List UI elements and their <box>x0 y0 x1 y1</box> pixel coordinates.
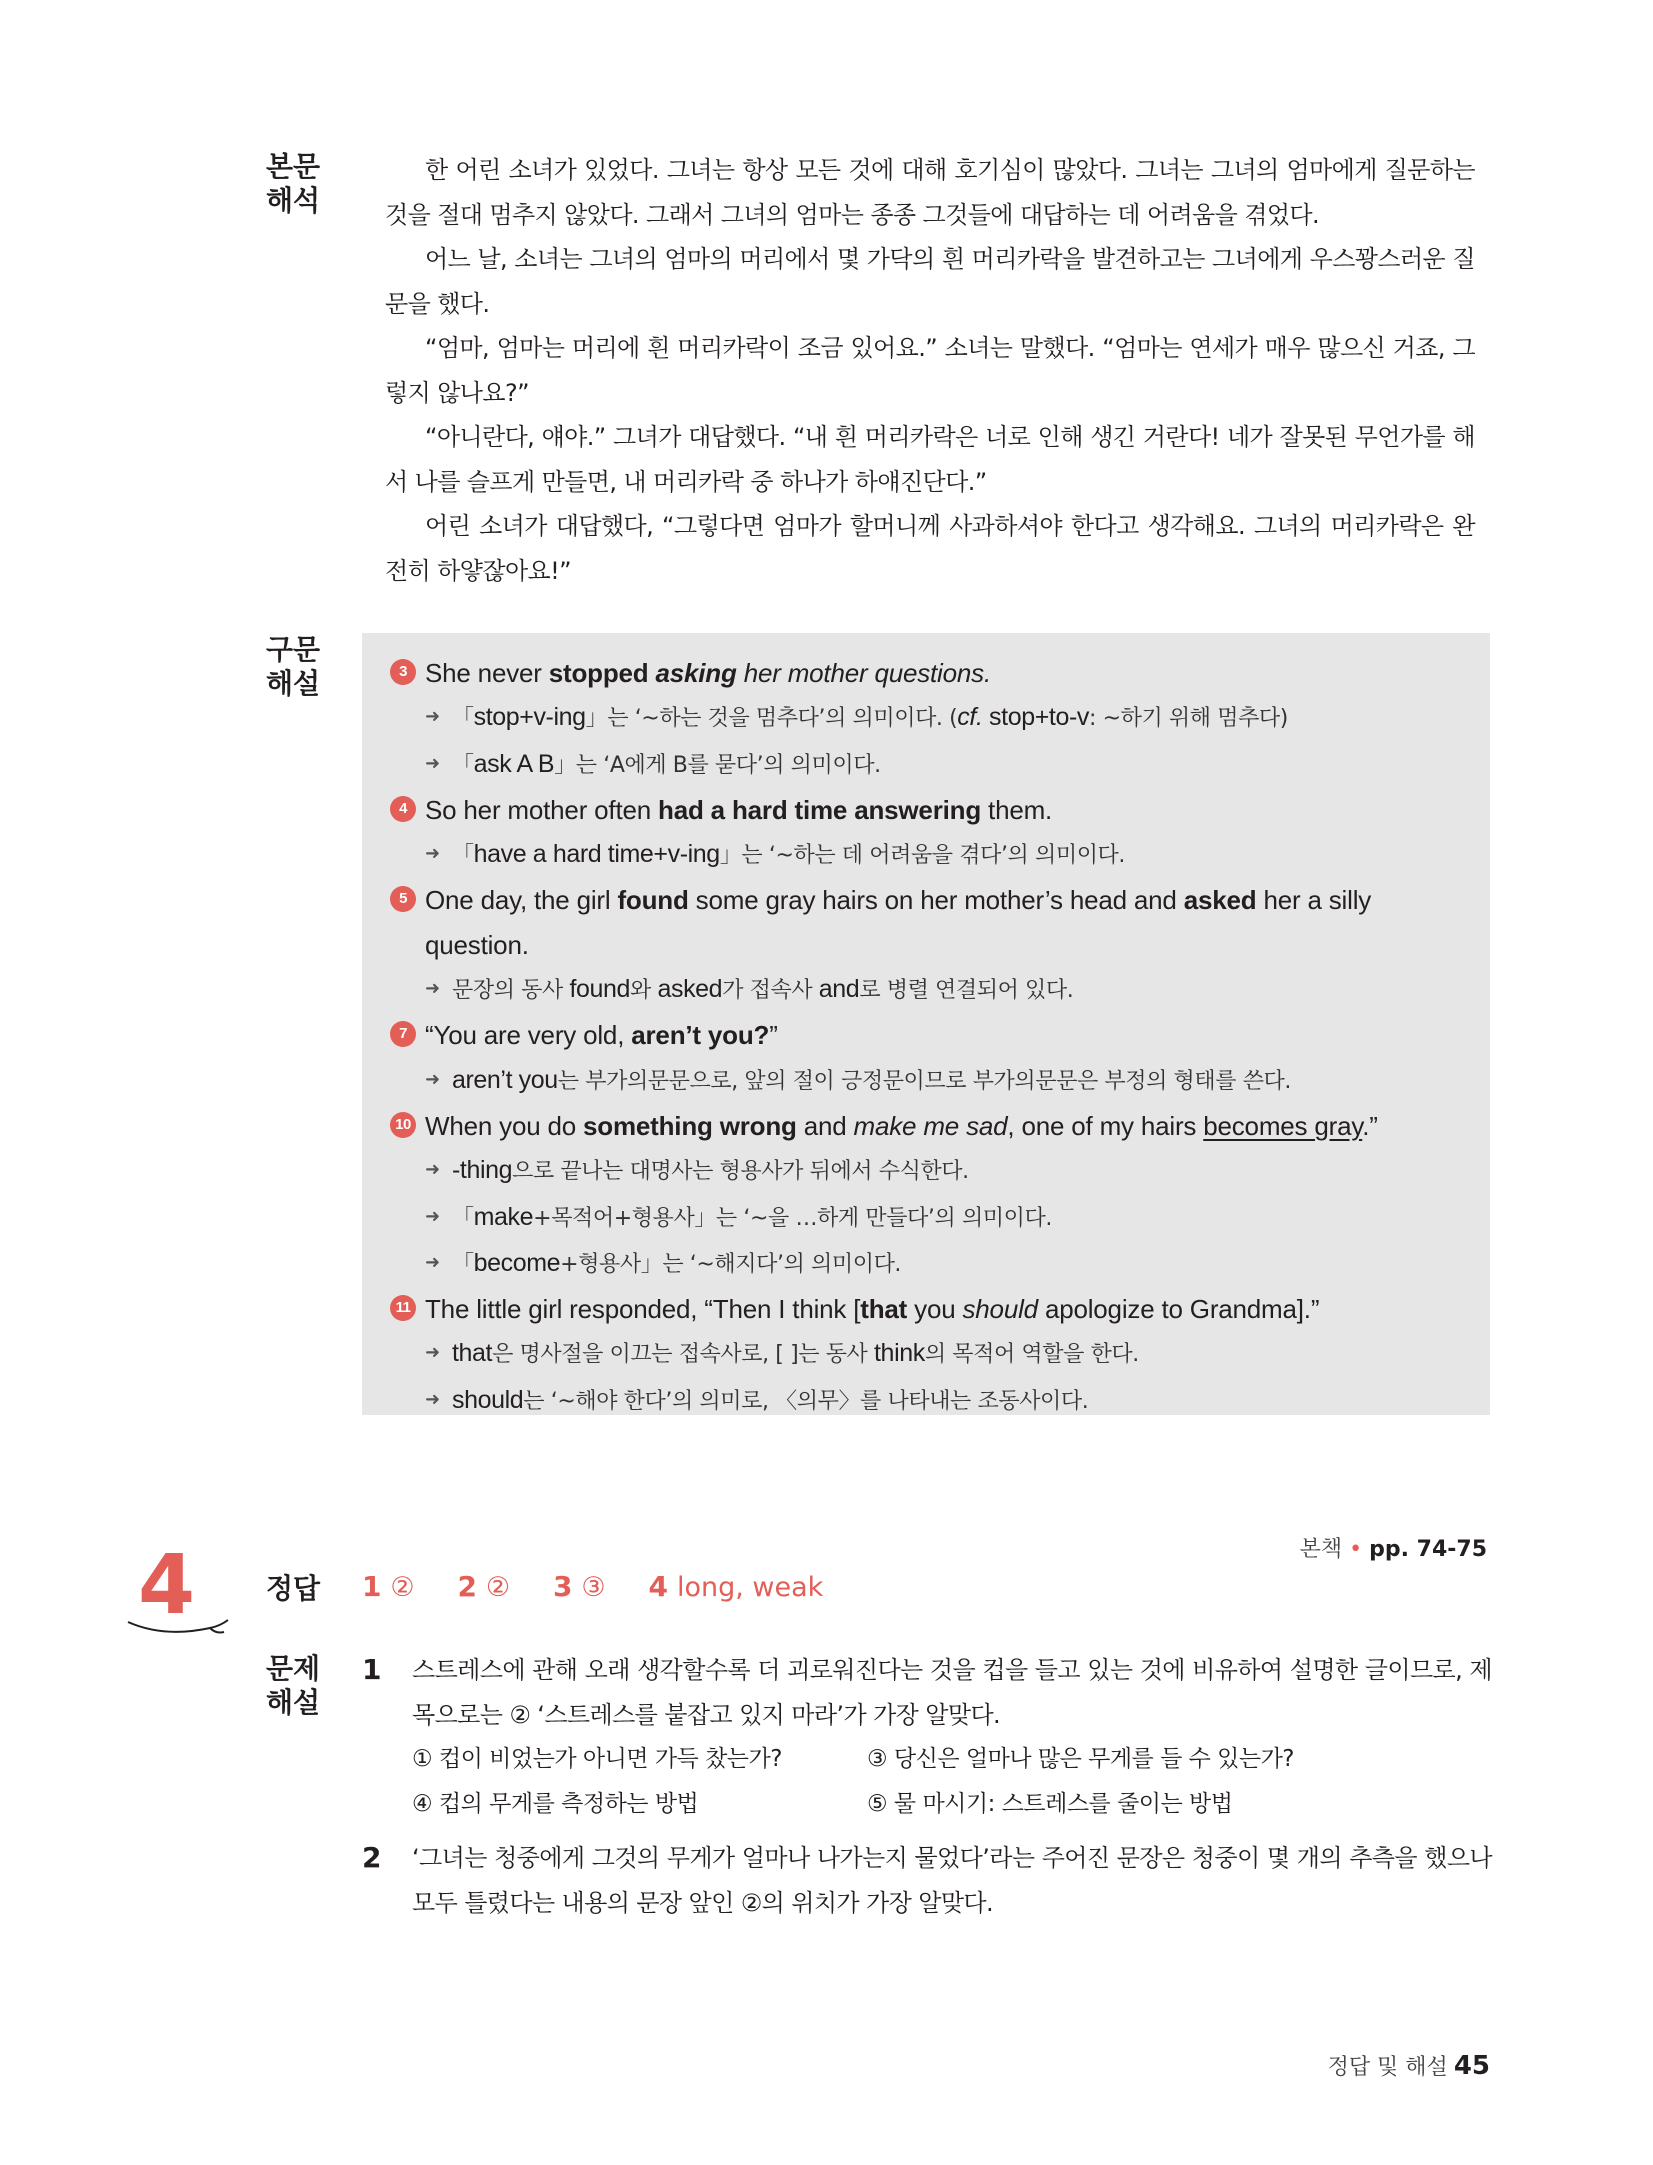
option-item: ⑤ 물 마시기: 스트레스를 줄이는 방법 <box>867 1790 1233 1817</box>
answer-list <box>362 1570 857 1603</box>
question-number: 1 <box>362 1653 382 1686</box>
grammar-sentence-3: 3 She never stopped asking her mother questions. <box>390 651 1425 695</box>
bullet-dot: • <box>1349 1537 1363 1562</box>
explanation-text: 스트레스에 관해 오래 생각할수록 더 괴로워진다는 것을 컵을 들고 있는 것에 비유하여 설명한 글이므로, 제목으로는 ② ‘스트레스를 붙잡고 있지 마라’가 가장 알맞다. <box>412 1656 1492 1729</box>
grammar-note: ➜ that은 명사절을 이끄는 접속사로, [ ]는 동사 think의 목적어 역할을 한다. <box>390 1331 1490 1377</box>
explanation-text: ‘그녀는 청중에게 그것의 무게가 얼마나 나가는지 물었다’라는 주어진 문장은 청중이 몇 개의 추측을 했으나 모두 틀렸다는 내용의 문장 앞인 ②의 위치가 가장 알맞다. <box>412 1844 1492 1917</box>
grammar-note: ➜ should는 ‘~해야 한다’의 의미로, 〈의무〉를 나타내는 조동사이다. <box>390 1378 1490 1424</box>
answer-item: 3 ③ <box>553 1570 606 1603</box>
translation-paragraph: 한 어린 소녀가 있었다. 그녀는 항상 모든 것에 대해 호기심이 많았다. 그녀는 그녀의 엄마에게 질문하는 것을 절대 멈추지 않았다. 그래서 그녀의 엄마는 종종 그것들에 대답하는 데 어려움을 겪었다. <box>385 156 1475 229</box>
grammar-label: 구문 해설 <box>266 633 321 700</box>
page-number: 45 <box>1453 2051 1490 2081</box>
grammar-note: ➜ 「have a hard time+v-ing」는 ‘~하는 데 어려움을 겪다’의 의미이다. <box>390 832 1490 878</box>
translation-paragraph: “아니란다, 얘야.” 그녀가 대답했다. “내 흰 머리카락은 너로 인해 생긴 거란다! 네가 잘못된 무언가를 해서 나를 슬프게 만들면, 내 머리카락 중 하나가 하얘진단다.” <box>385 423 1475 496</box>
arrow-icon: ➜ <box>425 978 440 1000</box>
translation-body <box>385 148 1475 593</box>
translation-paragraph: “엄마, 엄마는 머리에 흰 머리카락이 조금 있어요.” 소녀는 말했다. “엄마는 연세가 매우 많으신 거죠, 그렇지 않나요?” <box>385 334 1475 407</box>
answer-label: 정답 <box>266 1572 321 1605</box>
arrow-icon: ➜ <box>425 1205 440 1227</box>
sentence-number-badge: 7 <box>390 1021 416 1047</box>
option-item: ③ 당신은 얼마나 많은 무게를 들 수 있는가? <box>867 1746 1294 1772</box>
arrow-icon: ➜ <box>425 1342 440 1364</box>
question-number: 2 <box>362 1841 382 1874</box>
swoosh-decoration <box>124 1612 234 1642</box>
page-reference: 본책 • pp. 74-75 <box>1299 1537 1487 1562</box>
option-item: ④ 컵의 무게를 측정하는 방법 <box>412 1790 699 1817</box>
grammar-note: ➜ 「stop+v-ing」는 ‘~하는 것을 멈추다’의 의미이다. (cf. stop+to-v: ~하기 위해 멈추다) <box>390 695 1490 741</box>
grammar-sentence-4: 4 So her mother often had a hard time answering them. <box>390 788 1425 832</box>
option-item: ① 컵이 비었는가 아니면 가득 찼는가? <box>412 1746 782 1772</box>
grammar-note: ➜ aren’t you는 부가의문문으로, 앞의 절이 긍정문이므로 부가의문문은 부정의 형태를 쓴다. <box>390 1058 1490 1104</box>
grammar-sentence-5: 5 One day, the girl found some gray hairs on her mother’s head and asked her a silly question. <box>390 878 1425 967</box>
translation-paragraph: 어느 날, 소녀는 그녀의 엄마의 머리에서 몇 가닥의 흰 머리카락을 발견하고는 그녀에게 우스꽝스러운 질문을 했다. <box>385 245 1475 318</box>
sentence-number-badge: 4 <box>390 796 416 822</box>
arrow-icon: ➜ <box>425 706 440 728</box>
option-list <box>412 1737 1492 1826</box>
answer-item: 1 ② <box>362 1570 415 1603</box>
grammar-sentence-10: 10 When you do something wrong and make me sad, one of my hairs becomes gray.” <box>390 1104 1425 1148</box>
grammar-box <box>362 633 1490 1415</box>
answer-item: 2 ② <box>457 1570 511 1603</box>
arrow-icon: ➜ <box>425 1388 440 1410</box>
translation-label: 본문 해석 <box>266 150 321 217</box>
sentence-number-badge: 5 <box>390 886 416 912</box>
answer-item: 4 long, weak <box>648 1570 824 1603</box>
arrow-icon: ➜ <box>425 1159 440 1181</box>
arrow-icon: ➜ <box>425 752 440 774</box>
sentence-number-badge: 11 <box>390 1295 416 1321</box>
grammar-note: ➜ 「become+형용사」는 ‘~해지다’의 의미이다. <box>390 1241 1490 1287</box>
arrow-icon: ➜ <box>425 1251 440 1273</box>
grammar-note: ➜ -thing으로 끝나는 대명사는 형용사가 뒤에서 수식한다. <box>390 1148 1490 1194</box>
grammar-note: ➜ 「make+목적어+형용사」는 ‘~을 …하게 만들다’의 의미이다. <box>390 1195 1490 1241</box>
section-number: 4 <box>138 1538 196 1633</box>
arrow-icon: ➜ <box>425 1068 440 1090</box>
explanation-label: 문제 해설 <box>266 1652 321 1719</box>
sentence-number-badge: 3 <box>390 659 416 685</box>
grammar-note: ➜ 「ask A B」는 ‘A에게 B를 묻다’의 의미이다. <box>390 742 1490 788</box>
sentence-number-badge: 10 <box>390 1112 416 1138</box>
page-footer: 정답 및 해설 45 <box>1327 2051 1490 2081</box>
arrow-icon: ➜ <box>425 843 440 865</box>
question-2-explanation <box>362 1836 1492 1925</box>
question-1-explanation <box>362 1648 1492 1826</box>
grammar-sentence-11: 11 The little girl responded, “Then I think [that you should apologize to Grandma].” <box>390 1287 1425 1331</box>
grammar-sentence-7: 7 “You are very old, aren’t you?” <box>390 1013 1425 1057</box>
translation-paragraph: 어린 소녀가 대답했다, “그렇다면 엄마가 할머니께 사과하셔야 한다고 생각해요. 그녀의 머리카락은 완전히 하얗잖아요!” <box>385 512 1475 585</box>
grammar-note: ➜ 문장의 동사 found와 asked가 접속사 and로 병렬 연결되어 있다. <box>390 967 1490 1013</box>
